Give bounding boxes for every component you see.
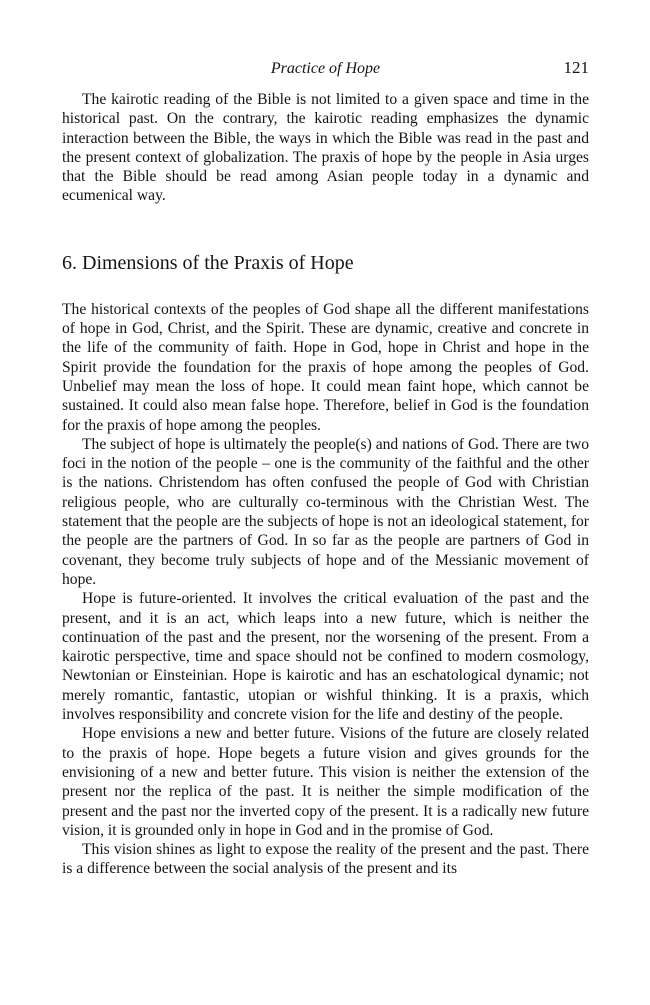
body-paragraph: Hope is future-oriented. It involves the critical evaluation of the past and the present, and it is an act, which leaps into a new future, which is neither the continuation of the past and the present, nor the worsening of the present. From a kairotic perspective, time and space should not be confined to modern cosmology, Newtonian or Einsteinian. Hope is kairotic and has an eschatological dynamic; not merely romantic, fantastic, utopian or wishful thinking. It is a praxis, which involves responsibility and concrete vision for the life and destiny of the people. [62,590,589,724]
intro-paragraph: The kairotic reading of the Bible is not limited to a given space and time in the historical past. On the contrary, the kairotic reading emphasizes the dynamic interaction between the Bible, the ways in which the Bible was read in the past and the present context of globalization. The praxis of hope by the people in Asia urges that the Bible should be read among Asian people today in a dynamic and ecumenical way. [62,91,589,205]
page-number: 121 [563,58,589,77]
body-paragraph: The historical contexts of the peoples of God shape all the different manifestations of hope in God, Christ, and the Spirit. These are dynamic, creative and concrete in the life of the community of faith. Hope in God, hope in Christ and hope in the Spirit provide the foundation for the praxis of hope among the peoples of God. Unbelief may mean the loss of hope. It could mean faint hope, which cannot be sustained. It could also mean false hope. Therefore, belief in God is the foundation for the praxis of hope among the peoples. [62,300,589,434]
section-heading: 6. Dimensions of the Praxis of Hope [62,251,354,274]
running-header [62,58,589,84]
body-paragraph: The subject of hope is ultimately the people(s) and nations of God. There are two foci in the notion of the people – one is the community of the faithful and the other is the nations. Christendom has often confused the people of God with Christian religious people, who are culturally co-terminous with the Christian West. The statement that the people are the subjects of hope is not an ideological statement, for the people are the partners of God. In so far as the people are partners of God in covenant, they become truly subjects of hope and of the Messianic movement of hope. [62,435,589,588]
body-paragraph: This vision shines as light to expose the reality of the present and the past. There is a difference between the social analysis of the present and its [62,841,589,878]
running-title: Practice of Hope [270,60,381,77]
book-page [62,58,589,879]
body-paragraph: Hope envisions a new and better future. Visions of the future are closely related to the praxis of hope. Hope begets a future vision and gives grounds for the envisioning of a new and better future. This vision is neither the extension of the present nor the replica of the past. It is neither the simple modification of the present and the past nor the inverted copy of the present. It is a radically new future vision, it is grounded only in hope in God and in the promise of God. [62,725,589,839]
